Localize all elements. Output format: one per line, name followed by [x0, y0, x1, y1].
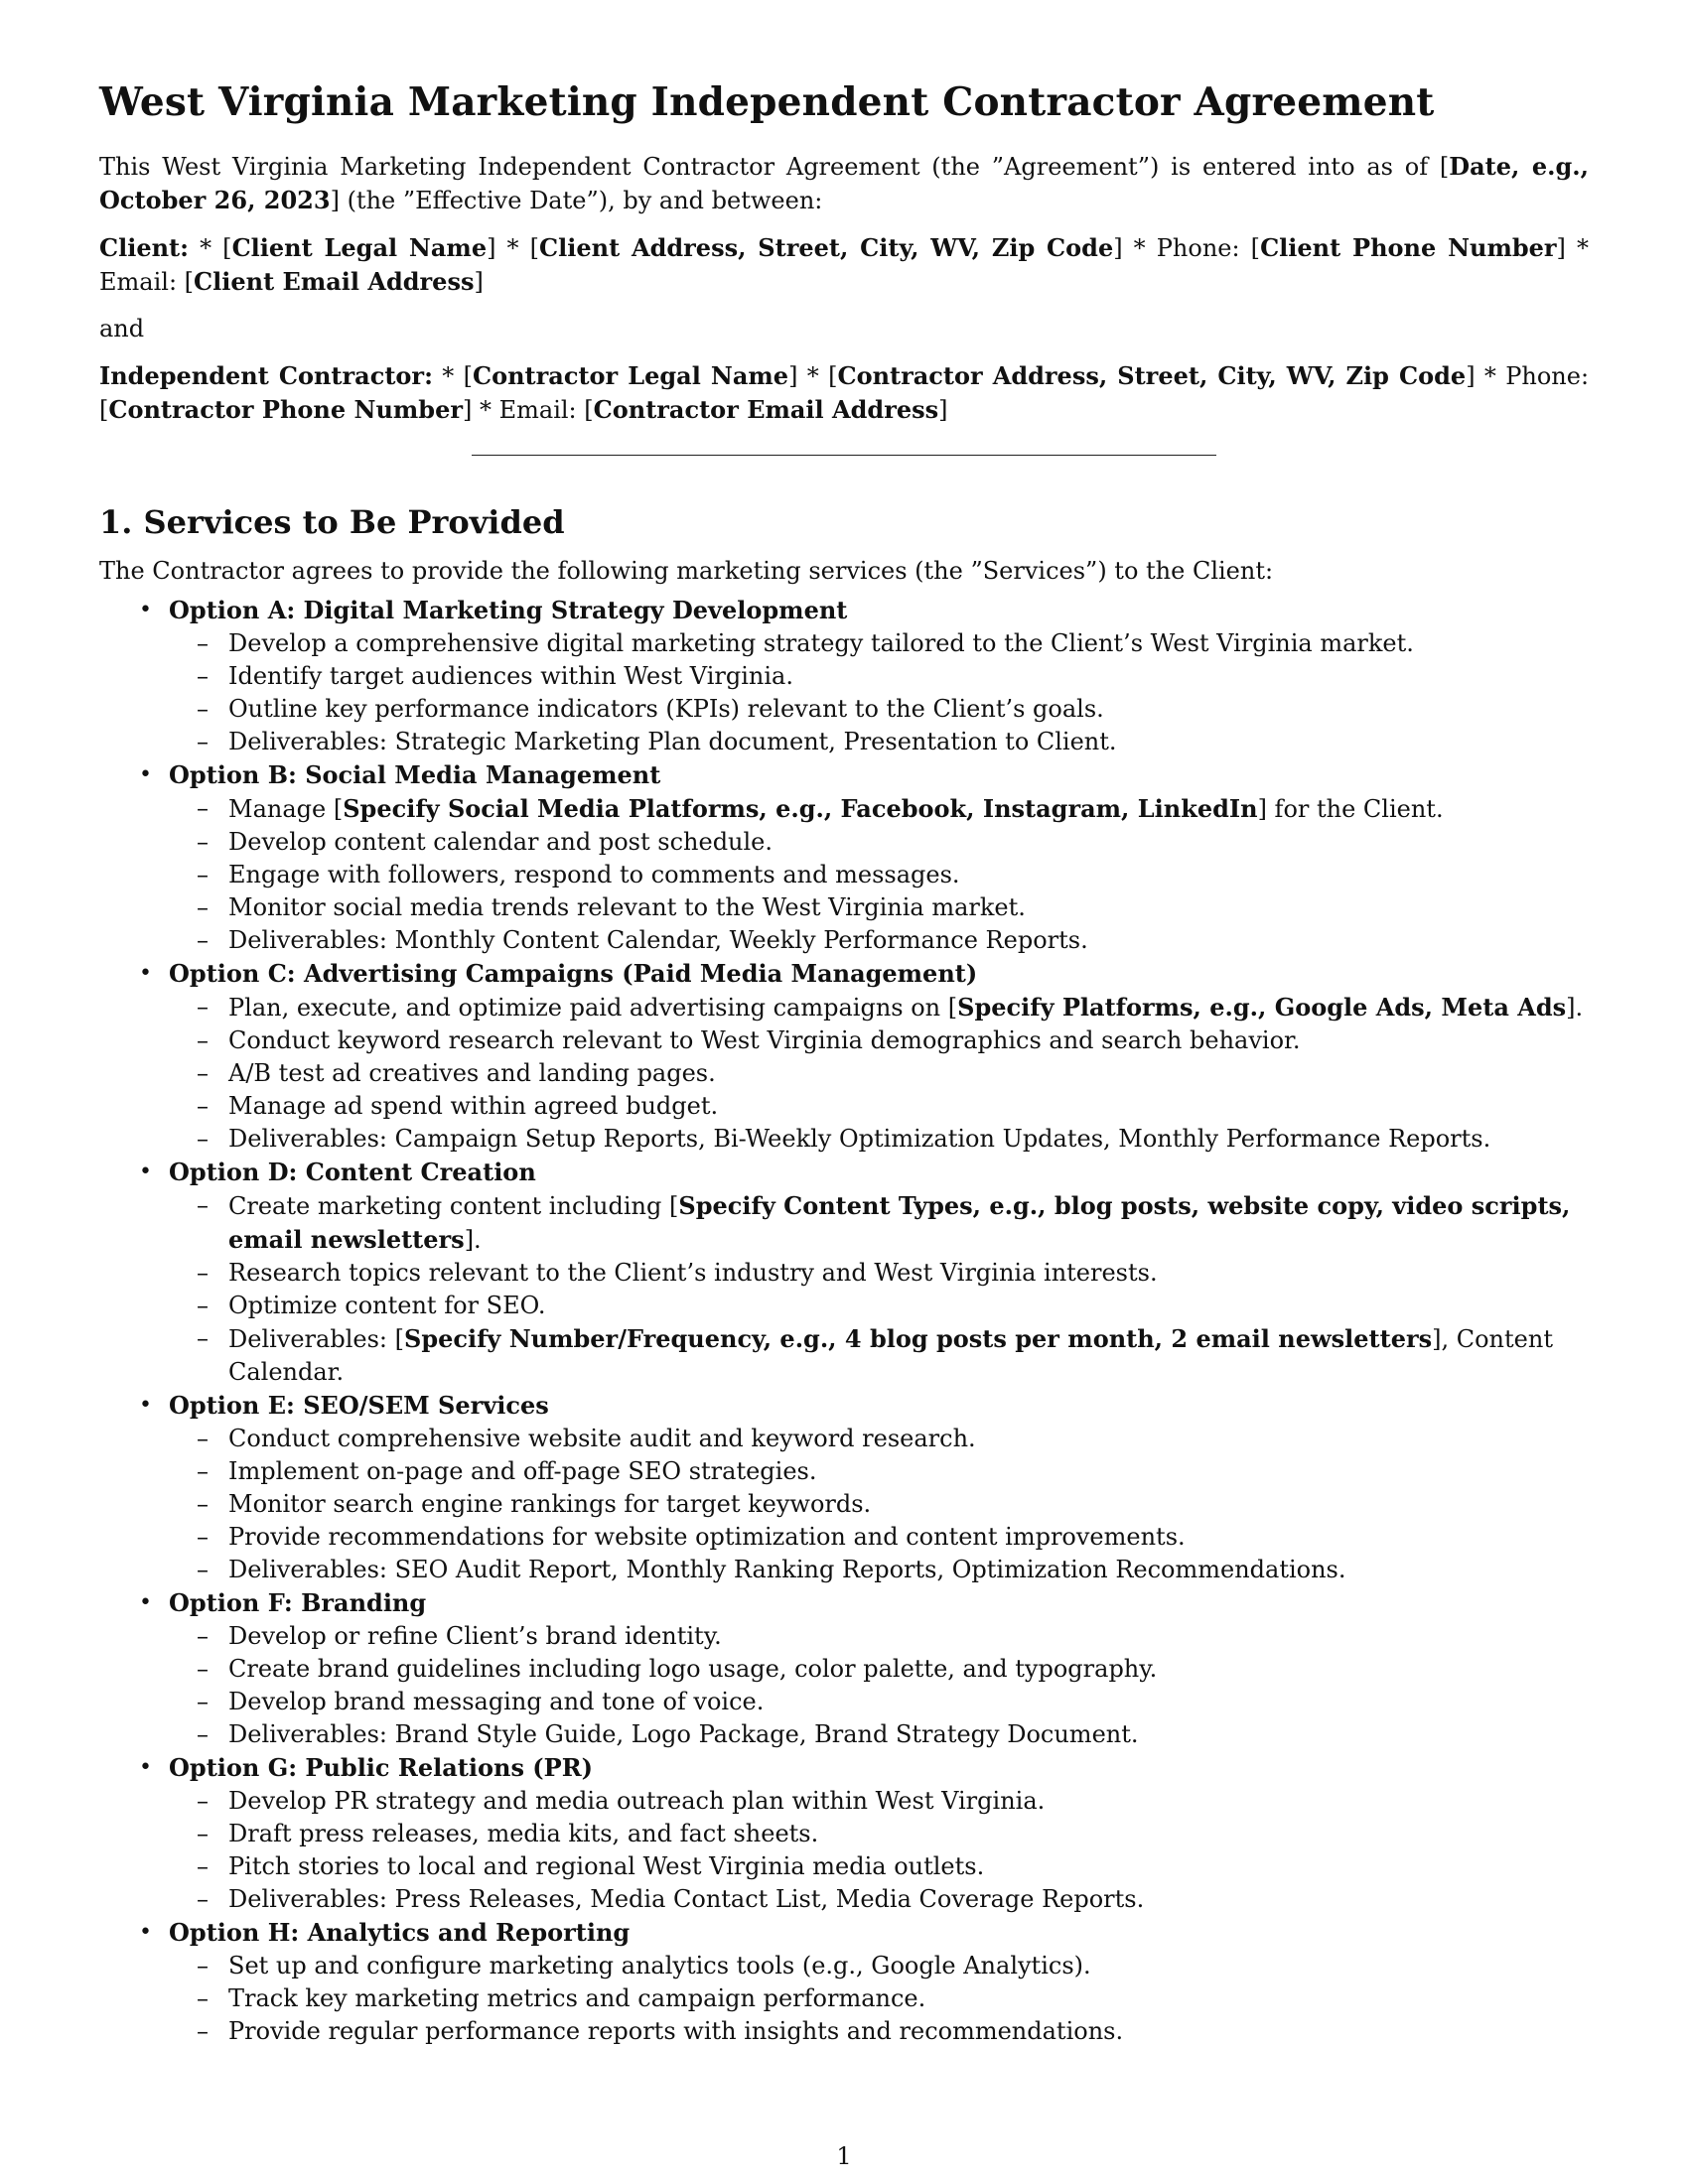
- option-detail-item: [169, 2015, 1589, 2048]
- bullet-icon: •: [139, 1590, 152, 1616]
- option-detail-item: [169, 726, 1589, 758]
- option-title: Option G: Public Relations (PR): [169, 1753, 594, 1783]
- detail-text: Manage [: [228, 795, 344, 824]
- option-detail-item: [169, 660, 1589, 693]
- option-detail-item: [169, 1057, 1589, 1090]
- detail-text: Develop content calendar and post schedule.: [228, 828, 774, 857]
- client-phone-label: Phone:: [1156, 233, 1240, 262]
- option-details-list: [169, 991, 1589, 1156]
- detail-text: Provide regular performance reports with insights and recommendations.: [228, 2017, 1124, 2046]
- client-block: Client: * [Client Legal Name] * [Client Address, Street, City, WV, Zip Code] * Phone: [Client Phone Number] * Email: [Client Email Address]: [99, 232, 1590, 296]
- dash-icon: –: [197, 695, 209, 724]
- document-title: West Virginia Marketing Independent Contractor Agreement: [99, 79, 1435, 125]
- detail-text: Develop or refine Client’s brand identity.: [228, 1622, 722, 1651]
- detail-text: ].: [1566, 994, 1584, 1023]
- detail-text: Pitch stories to local and regional West Virginia media outlets.: [228, 1852, 985, 1881]
- detail-text: Optimize content for SEO.: [228, 1292, 546, 1320]
- option-detail-item: [169, 627, 1589, 660]
- contractor-name: Contractor Legal Name: [472, 360, 789, 390]
- detail-text: Develop a comprehensive digital marketing strategy tailored to the Client’s West Virginia market.: [228, 629, 1414, 658]
- client-address: Client Address, Street, City, WV, Zip Code: [539, 232, 1114, 262]
- contractor-label: Independent Contractor:: [99, 360, 433, 390]
- dash-icon: –: [197, 1457, 209, 1486]
- dash-icon: –: [197, 1490, 209, 1519]
- option-detail-item: [169, 1123, 1589, 1156]
- detail-text: Identify target audiences within West Virginia.: [228, 662, 793, 691]
- detail-text: Create marketing content including [: [228, 1192, 679, 1221]
- client-label: Client:: [99, 232, 189, 262]
- dash-icon: –: [197, 1885, 209, 1914]
- client-name: Client Legal Name: [231, 232, 488, 262]
- detail-text: Deliverables: Press Releases, Media Contact List, Media Coverage Reports.: [228, 1885, 1145, 1914]
- intro-paragraph: [99, 150, 1589, 217]
- client-email: Client Email Address: [194, 266, 475, 296]
- dash-icon: –: [197, 1059, 209, 1088]
- placeholder-text: Specify Platforms, e.g., Google Ads, Meta Ads: [957, 993, 1567, 1023]
- option-detail-item: [169, 1718, 1589, 1751]
- option-detail-item: [169, 1455, 1589, 1488]
- contractor-email-label: Email:: [498, 395, 577, 424]
- dash-icon: –: [197, 1026, 209, 1055]
- detail-text: Draft press releases, media kits, and fact sheets.: [228, 1820, 819, 1848]
- bullet-icon: •: [139, 961, 152, 987]
- dash-icon: –: [197, 828, 209, 857]
- services-options-list: [99, 594, 1589, 2048]
- horizontal-divider: [472, 455, 1216, 456]
- placeholder-text: Specify Social Media Platforms, e.g., Facebook, Instagram, LinkedIn: [343, 794, 1258, 824]
- intro-text-start: This West Virginia Marketing Independent Contractor Agreement (the ”Agreement”) is entered into as of [: [99, 152, 1450, 181]
- option-detail-item: [169, 1521, 1589, 1554]
- contractor-block: Independent Contractor: * [Contractor Legal Name] * [Contractor Address, Street, City, WV, Zip Code] * Phone: [Contractor Phone Number] * Email: [Contractor Email Address]: [99, 360, 1590, 424]
- service-option: [99, 1751, 1589, 1916]
- dash-icon: –: [197, 1292, 209, 1320]
- detail-text: ].: [464, 1226, 482, 1255]
- detail-text: Develop PR strategy and media outreach plan within West Virginia.: [228, 1787, 1046, 1816]
- service-option: [99, 957, 1589, 1156]
- option-detail-item: [169, 1090, 1589, 1123]
- detail-text: Engage with followers, respond to comments and messages.: [228, 861, 960, 889]
- bullet-icon: •: [139, 1160, 152, 1185]
- option-title: Option A: Digital Marketing Strategy Development: [169, 596, 848, 625]
- page-number: 1: [836, 2142, 852, 2170]
- option-detail-item: [169, 1423, 1589, 1455]
- service-option: [99, 1586, 1589, 1751]
- option-detail-item: [169, 859, 1589, 891]
- option-detail-item: [169, 1982, 1589, 2015]
- dash-icon: –: [197, 1820, 209, 1848]
- detail-text: Research topics relevant to the Client’s industry and West Virginia interests.: [228, 1259, 1158, 1288]
- dash-icon: –: [197, 1720, 209, 1749]
- dash-icon: –: [197, 1622, 209, 1651]
- dash-icon: –: [197, 1259, 209, 1288]
- detail-text: Plan, execute, and optimize paid advertising campaigns on [: [228, 994, 958, 1023]
- dash-icon: –: [197, 893, 209, 922]
- dash-icon: –: [197, 1852, 209, 1881]
- detail-text: Deliverables: Brand Style Guide, Logo Package, Brand Strategy Document.: [228, 1720, 1139, 1749]
- option-title: Option B: Social Media Management: [169, 760, 661, 790]
- detail-text: Set up and configure marketing analytics tools (e.g., Google Analytics).: [228, 1952, 1091, 1980]
- option-detail-item: [169, 693, 1589, 726]
- contractor-phone-label: Phone:: [1505, 361, 1590, 390]
- contractor-phone: Contractor Phone Number: [108, 394, 463, 424]
- dash-icon: –: [197, 1324, 209, 1353]
- effective-date-placeholder: Date, e.g., October 26, 2023: [99, 151, 1590, 214]
- option-details-list: [169, 627, 1589, 758]
- option-detail-item: [169, 891, 1589, 924]
- option-detail-item: [169, 1850, 1589, 1883]
- service-option: [99, 758, 1589, 957]
- option-title: Option D: Content Creation: [169, 1158, 536, 1187]
- bullet-icon: •: [139, 762, 152, 788]
- detail-text: Deliverables: [: [228, 1325, 404, 1354]
- option-details-list: [169, 1189, 1589, 1389]
- dash-icon: –: [197, 794, 209, 823]
- detail-text: Outline key performance indicators (KPIs) relevant to the Client’s goals.: [228, 695, 1104, 724]
- option-detail-item: [169, 792, 1589, 826]
- service-option: [99, 594, 1589, 758]
- option-detail-item: [169, 1653, 1589, 1686]
- dash-icon: –: [197, 861, 209, 889]
- service-option: [99, 1389, 1589, 1586]
- detail-text: Deliverables: Campaign Setup Reports, Bi-Weekly Optimization Updates, Monthly Performance Reports.: [228, 1125, 1491, 1154]
- dash-icon: –: [197, 1556, 209, 1584]
- intro-text-end: ] (the ”Effective Date”), by and between:: [330, 186, 823, 214]
- bullet-icon: •: [139, 598, 152, 623]
- client-email-label: Email:: [99, 267, 178, 296]
- dash-icon: –: [197, 1787, 209, 1816]
- option-detail-item: [169, 991, 1589, 1024]
- dash-icon: –: [197, 662, 209, 691]
- dash-icon: –: [197, 1523, 209, 1552]
- placeholder-text: Specify Content Types, e.g., blog posts, website copy, video scripts, email newsletters: [228, 1191, 1571, 1255]
- dash-icon: –: [197, 1952, 209, 1980]
- option-details-list: [169, 1785, 1589, 1916]
- section-heading: 1. Services to Be Provided: [99, 502, 565, 541]
- detail-text: Manage ad spend within agreed budget.: [228, 1092, 719, 1121]
- detail-text: A/B test ad creatives and landing pages.: [228, 1059, 716, 1088]
- bullet-icon: •: [139, 1755, 152, 1781]
- document-page: [99, 79, 1589, 2048]
- option-detail-item: [169, 1290, 1589, 1322]
- dash-icon: –: [197, 1191, 209, 1220]
- option-title: Option H: Analytics and Reporting: [169, 1918, 631, 1948]
- dash-icon: –: [197, 629, 209, 658]
- detail-text: Monitor search engine rankings for target keywords.: [228, 1490, 872, 1519]
- dash-icon: –: [197, 1425, 209, 1453]
- detail-text: Create brand guidelines including logo usage, color palette, and typography.: [228, 1655, 1158, 1684]
- option-details-list: [169, 1620, 1589, 1751]
- dash-icon: –: [197, 926, 209, 955]
- bullet-icon: •: [139, 1393, 152, 1419]
- detail-text: Monitor social media trends relevant to the West Virginia market.: [228, 893, 1026, 922]
- dash-icon: –: [197, 993, 209, 1022]
- option-detail-item: [169, 1950, 1589, 1982]
- option-details-list: [169, 792, 1589, 957]
- detail-text: ], Content Calendar.: [228, 1325, 1553, 1387]
- and-text: and: [99, 314, 145, 342]
- option-title: Option F: Branding: [169, 1588, 427, 1618]
- detail-text: Provide recommendations for website optimization and content improvements.: [228, 1523, 1186, 1552]
- option-title: Option E: SEO/SEM Services: [169, 1391, 549, 1421]
- service-option: [99, 1916, 1589, 2048]
- option-detail-item: [169, 1322, 1589, 1389]
- option-detail-item: [169, 1189, 1589, 1257]
- detail-text: Develop brand messaging and tone of voice.: [228, 1688, 765, 1716]
- detail-text: Deliverables: SEO Audit Report, Monthly Ranking Reports, Optimization Recommendations.: [228, 1556, 1346, 1584]
- contractor-email: Contractor Email Address: [593, 394, 939, 424]
- dash-icon: –: [197, 1655, 209, 1684]
- bullet-icon: •: [139, 1920, 152, 1946]
- dash-icon: –: [197, 1688, 209, 1716]
- service-option: [99, 1156, 1589, 1389]
- section-intro: The Contractor agrees to provide the following marketing services (the ”Services”) to the Client:: [99, 557, 1274, 586]
- dash-icon: –: [197, 728, 209, 756]
- option-detail-item: [169, 1686, 1589, 1718]
- option-detail-item: [169, 1257, 1589, 1290]
- client-phone: Client Phone Number: [1260, 232, 1557, 262]
- detail-text: Implement on-page and off-page SEO strategies.: [228, 1457, 817, 1486]
- option-detail-item: [169, 1883, 1589, 1916]
- option-detail-item: [169, 1818, 1589, 1850]
- detail-text: Deliverables: Strategic Marketing Plan document, Presentation to Client.: [228, 728, 1117, 756]
- contractor-address: Contractor Address, Street, City, WV, Zip Code: [837, 360, 1467, 390]
- detail-text: Conduct comprehensive website audit and keyword research.: [228, 1425, 976, 1453]
- option-detail-item: [169, 924, 1589, 957]
- dash-icon: –: [197, 1125, 209, 1154]
- option-detail-item: [169, 826, 1589, 859]
- option-detail-item: [169, 1785, 1589, 1818]
- option-details-list: [169, 1423, 1589, 1586]
- option-detail-item: [169, 1488, 1589, 1521]
- detail-text: Conduct keyword research relevant to West Virginia demographics and search behavior.: [228, 1026, 1301, 1055]
- option-details-list: [169, 1950, 1589, 2048]
- dash-icon: –: [197, 2017, 209, 2046]
- detail-text: Deliverables: Monthly Content Calendar, Weekly Performance Reports.: [228, 926, 1088, 955]
- option-detail-item: [169, 1024, 1589, 1057]
- option-title: Option C: Advertising Campaigns (Paid Media Management): [169, 959, 978, 989]
- detail-text: Track key marketing metrics and campaign performance.: [228, 1984, 926, 2013]
- option-detail-item: [169, 1554, 1589, 1586]
- detail-text: ] for the Client.: [1257, 795, 1444, 824]
- option-detail-item: [169, 1620, 1589, 1653]
- placeholder-text: Specify Number/Frequency, e.g., 4 blog posts per month, 2 email newsletters: [403, 1324, 1433, 1354]
- dash-icon: –: [197, 1092, 209, 1121]
- dash-icon: –: [197, 1984, 209, 2013]
